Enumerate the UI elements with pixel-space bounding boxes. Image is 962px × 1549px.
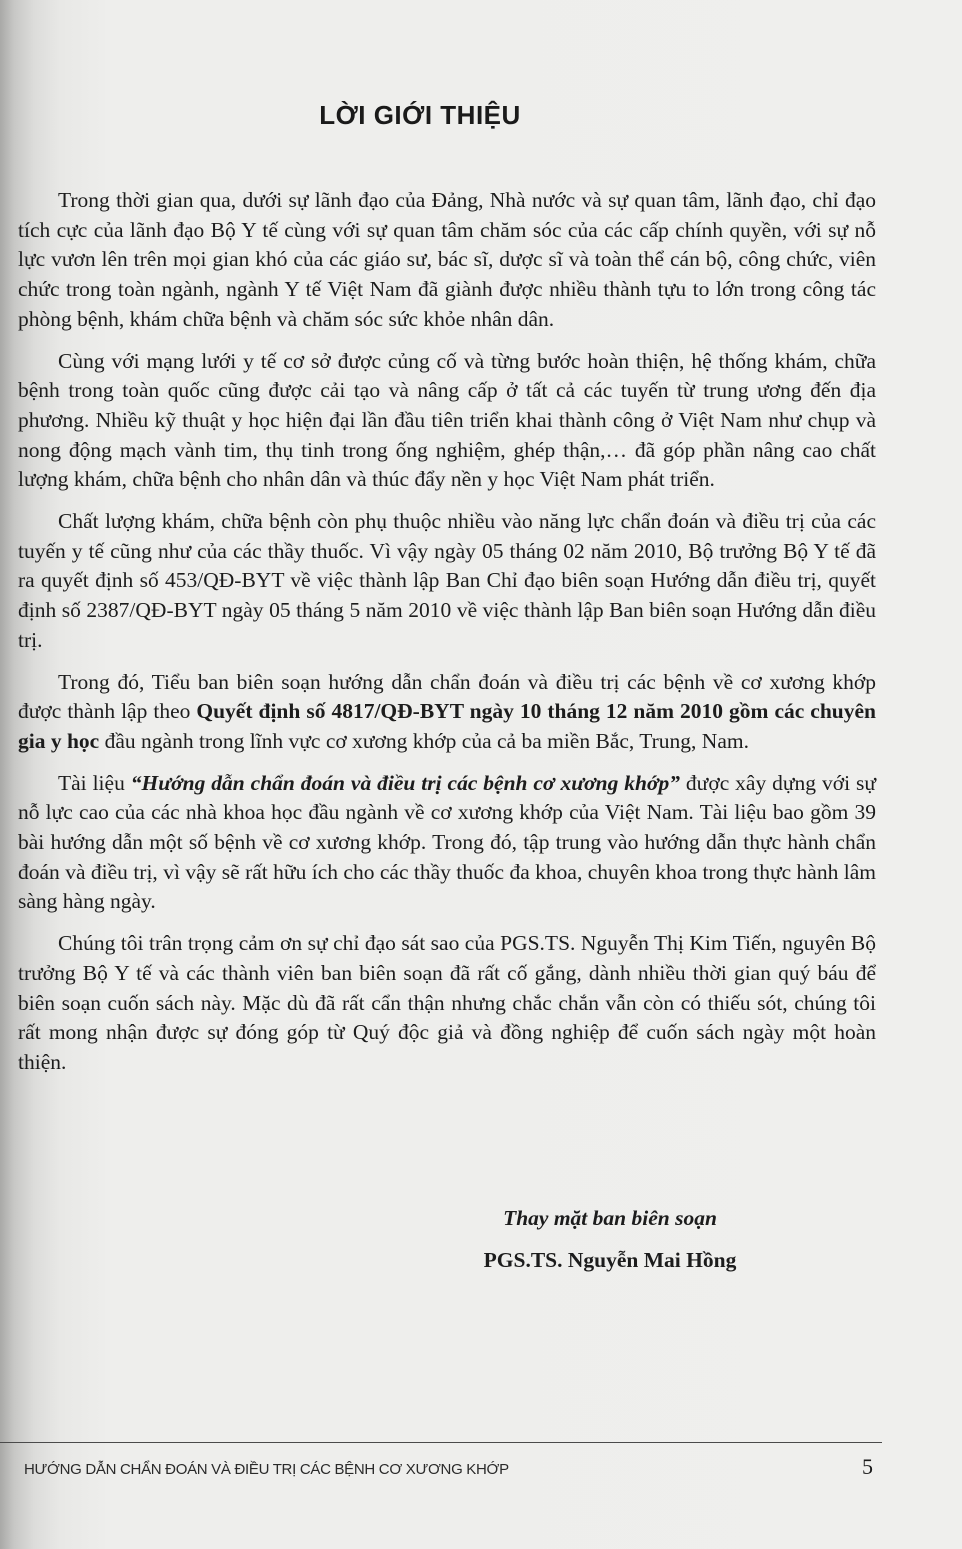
paragraph-5-tail: được xây dựng với sự nỗ lực cao của các nhà khoa học đầu ngành về cơ xương khớp của Việt Nam. Tài liệu bao gồm 39 bài hướng dẫn một số bệnh về cơ xương khớp. Trong đó, tập trung vào hướng dẫn thực hành chẩn đoán và điều trị, vì vậy sẽ rất hữu ích cho các thầy thuốc đa khoa, chuyên khoa trong thực hành lâm sàng hàng ngày. — [18, 770, 877, 914]
paragraph-4-lead: Trong đó, Tiểu ban biên soạn hướng dẫn chẩn đoán và điều trị các bệnh về cơ xương khớp được thành lập theo — [18, 669, 876, 724]
paragraph-4 — [18, 668, 876, 757]
paragraph-6: Chúng tôi trân trọng cảm ơn sự chỉ đạo sát sao của PGS.TS. Nguyễn Thị Kim Tiến, nguyên Bộ trưởng Bộ Y tế và các thành viên ban biên soạn đã rất cố gắng, dành nhiều thời gian quý báu để biên soạn cuốn sách này. Mặc dù đã rất cẩn thận nhưng chắc chắn vẫn còn có thiếu sót, chúng tôi rất mong nhận được sự đóng góp từ Quý độc giả và đồng nghiệp để cuốn sách ngày một hoàn thiện. — [18, 931, 876, 1074]
page-number: 5 — [862, 1454, 873, 1479]
running-footer-title: HƯỚNG DẪN CHẨN ĐOÁN VÀ ĐIỀU TRỊ CÁC BỆNH CƠ XƯƠNG KHỚP — [24, 1461, 509, 1478]
footer-divider — [0, 1442, 882, 1443]
signature-role: Thay mặt ban biên soạn — [503, 1206, 717, 1230]
signature-name: PGS.TS. Nguyễn Mai Hồng — [483, 1248, 737, 1272]
paragraph-5 — [18, 769, 876, 918]
book-title-quote: “Hướng dẫn chẩn đoán và điều trị các bệnh cơ xương khớp” — [130, 770, 680, 795]
page-title: LỜI GIỚI THIỆU — [319, 100, 521, 130]
paragraph-2: Cùng với mạng lưới y tế cơ sở được củng cố và từng bước hoàn thiện, hệ thống khám, chữa bệnh trong toàn quốc cũng được cải tạo và nâng cấp ở tất cả các tuyến từ trung ương đến địa phương. Nhiều kỹ thuật y học hiện đại lần đầu tiên triển khai thành công ở Việt Nam như chụp và nong động mạch vành tim, thụ tinh trong ống nghiệm, ghép thận,… đã góp phần nâng cao chất lượng khám, chữa bệnh cho nhân dân và thúc đẩy nền y học Việt Nam phát triển. — [18, 348, 876, 492]
body-text — [18, 186, 876, 1090]
paragraph-1: Trong thời gian qua, dưới sự lãnh đạo của Đảng, Nhà nước và sự quan tâm, lãnh đạo, chỉ đạo tích cực của lãnh đạo Bộ Y tế cùng với sự quan tâm chăm sóc của các cấp chính quyền, với sự nỗ lực vươn lên trên mọi gian khó của các giáo sư, bác sĩ, dược sĩ và toàn thể cán bộ, công chức, viên chức trong toàn ngành, ngành Y tế Việt Nam đã giành được nhiều thành tựu to lớn trong công tác phòng bệnh, khám chữa bệnh và chăm sóc sức khỏe nhân dân. — [18, 188, 876, 331]
paragraph-5-lead: Tài liệu — [58, 770, 131, 795]
paragraph-3: Chất lượng khám, chữa bệnh còn phụ thuộc nhiều vào năng lực chẩn đoán và điều trị của các tuyến y tế cũng như của các thầy thuốc. Vì vậy ngày 05 tháng 02 năm 2010, Bộ trưởng Bộ Y tế đã ra quyết định số 453/QĐ-BYT về việc thành lập Ban Chỉ đạo biên soạn Hướng dẫn điều trị, quyết định số 2387/QĐ-BYT ngày 05 tháng 5 năm 2010 về việc thành lập Ban biên soạn Hướng dẫn điều trị. — [18, 509, 876, 652]
decision-reference: Quyết định số 4817/QĐ-BYT ngày 10 tháng 12 năm 2010 gồm các chuyên gia y học — [18, 699, 876, 753]
paragraph-4-tail: đầu ngành trong lĩnh vực cơ xương khớp của cả ba miền Bắc, Trung, Nam. — [99, 728, 749, 753]
